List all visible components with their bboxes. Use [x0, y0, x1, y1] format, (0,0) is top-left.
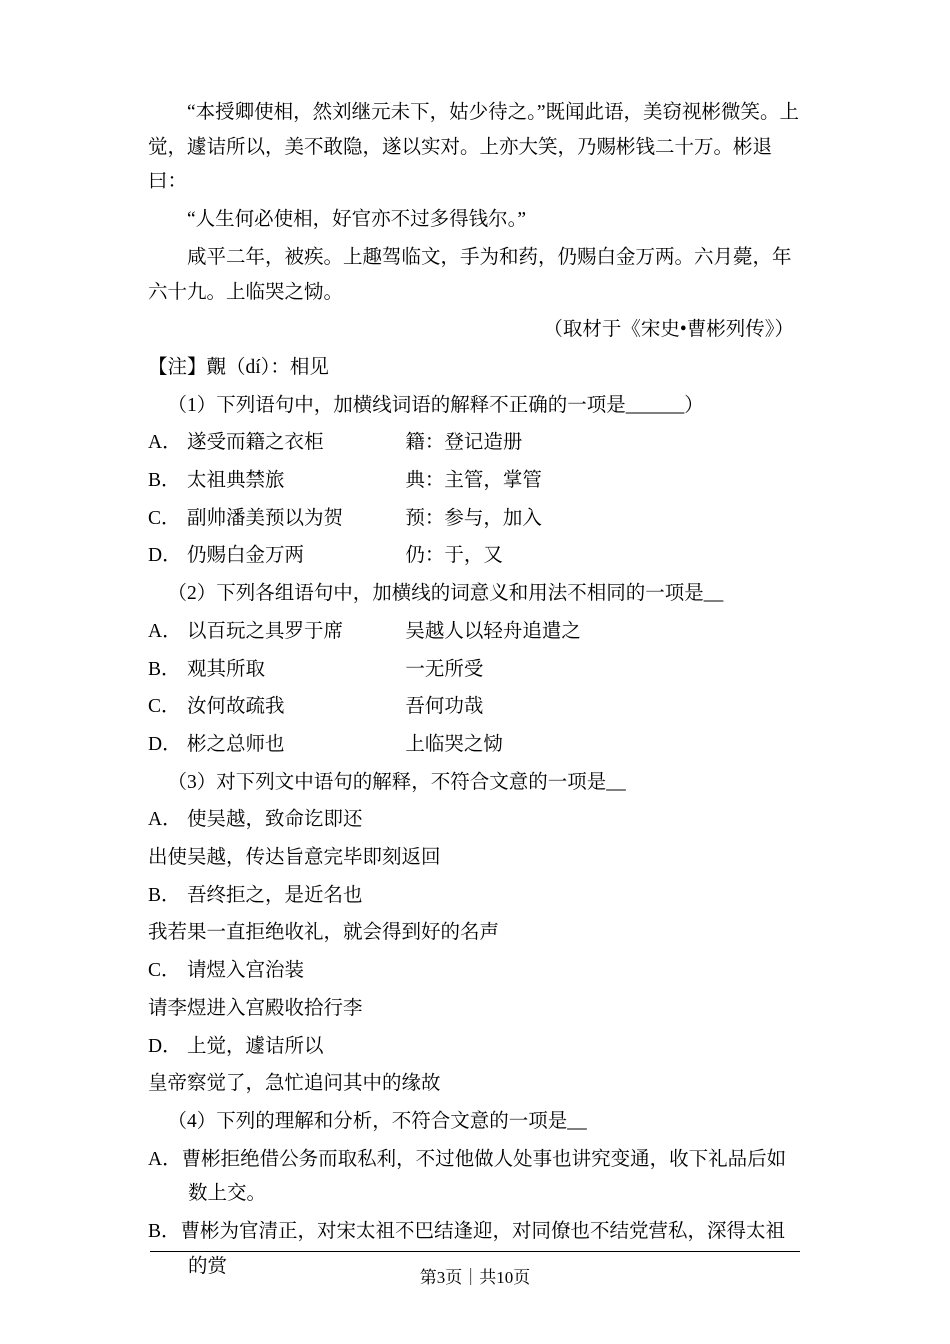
option-text: 观其所取 — [187, 658, 266, 680]
question-2-option-a — [148, 615, 800, 650]
option-text: 请煜入宫治装 — [187, 960, 305, 982]
option-gloss: 上临哭之恸 — [405, 733, 503, 755]
question-1-stem: （1）下列语句中，加横线词语的解释不正确的一项是______） — [167, 394, 704, 416]
option-text: 上觉，遽诘所以 — [187, 1035, 324, 1057]
question-3-option-a — [148, 803, 800, 838]
option-label: C． — [148, 507, 181, 529]
option-gloss: 吾何功哉 — [405, 696, 484, 718]
question-3-explain-d: 皇帝察觉了，急忙追问其中的缘故 — [148, 1073, 441, 1095]
option-label: C． — [148, 960, 181, 982]
paragraph-2: “人生何必使相，好官亦不过多得钱尔。” — [187, 209, 527, 231]
page-footer — [0, 1263, 950, 1288]
option-gloss: 吴越人以轻舟追遣之 — [405, 620, 581, 642]
option-gloss: 典：主管，掌管 — [405, 470, 542, 492]
option-text: 吾终拒之，是近名也 — [187, 884, 363, 906]
option-gloss: 预：参与，加入 — [405, 507, 542, 529]
option-text: 彬之总师也 — [187, 733, 285, 755]
source-attribution: （取材于《宋史•曹彬列传》） — [543, 319, 794, 341]
question-3-explain-a: 出使吴越，传达旨意完毕即刻返回 — [148, 847, 441, 869]
option-text: 曹彬为官清正，对宋太祖不巴结逢迎，对同僚也不结党营私，深得太祖的赏 — [180, 1221, 786, 1277]
option-label: D． — [148, 733, 182, 755]
option-label: D． — [148, 545, 182, 567]
option-label: B． — [148, 884, 181, 906]
option-label: A． — [148, 809, 182, 831]
option-text: 遂受而籍之衣柜 — [187, 432, 324, 454]
question-3-explain-c: 请李煜进入宫殿收拾行李 — [148, 997, 363, 1019]
question-4-option-a — [148, 1143, 800, 1212]
option-label: B． — [148, 1221, 181, 1243]
option-label: A． — [148, 1148, 182, 1170]
option-text: 曹彬拒绝借公务而取私利，不过他做人处事也讲究变通，收下礼品后如数上交。 — [181, 1148, 787, 1205]
question-1-option-b — [148, 464, 800, 499]
footer-divider — [150, 1251, 800, 1252]
document-body — [148, 96, 800, 1285]
option-label: B． — [148, 470, 181, 492]
page-number: 第3页｜共10页 — [410, 1263, 541, 1288]
question-2-option-d — [148, 728, 800, 763]
option-label: D． — [148, 1035, 182, 1057]
option-label: C． — [148, 696, 181, 718]
question-2-option-b — [148, 653, 800, 688]
question-3-option-c — [148, 954, 800, 989]
note-line: 【注】覿（dí）：相见 — [148, 356, 329, 378]
option-text: 使吴越，致命讫即还 — [187, 809, 363, 831]
option-text: 以百玩之具罗于席 — [187, 620, 344, 642]
option-text: 太祖典禁旅 — [187, 470, 285, 492]
question-1-option-c — [148, 502, 800, 537]
option-label: A． — [148, 432, 182, 454]
question-1-option-d — [148, 539, 800, 574]
option-label: B． — [148, 658, 181, 680]
paragraph-1: “本授卿使相，然刘继元未下，姑少待之。”既闻此语，美窃视彬微笑。上觉，遽诘所以，美不敢隐，遂以实对。上亦大笑，乃赐彬钱二十万。彬退曰： — [148, 102, 800, 193]
question-3-option-d — [148, 1030, 800, 1065]
option-text: 汝何故疏我 — [187, 696, 285, 718]
option-text: 副帅潘美预以为贺 — [187, 507, 344, 529]
option-label: A． — [148, 620, 182, 642]
question-3-stem: （3）对下列文中语句的解释，不符合文意的一项是__ — [167, 771, 626, 793]
option-gloss: 籍：登记造册 — [405, 432, 523, 454]
question-3-explain-b: 我若果一直拒绝收礼，就会得到好的名声 — [148, 922, 500, 944]
question-3-option-b — [148, 879, 800, 914]
question-4-stem: （4）下列的理解和分析，不符合文意的一项是__ — [167, 1110, 587, 1132]
option-gloss: 仍：于，又 — [405, 545, 503, 567]
paragraph-3: 咸平二年，被疾。上趣驾临文，手为和药，仍赐白金万两。六月薨，年六十九。上临哭之恸。 — [148, 246, 792, 303]
option-text: 仍赐白金万两 — [187, 545, 305, 567]
question-2-stem: （2）下列各组语句中，加横线的词意义和用法不相同的一项是__ — [167, 583, 724, 605]
question-1-option-a — [148, 426, 800, 461]
option-gloss: 一无所受 — [405, 658, 484, 680]
question-2-option-c — [148, 690, 800, 725]
